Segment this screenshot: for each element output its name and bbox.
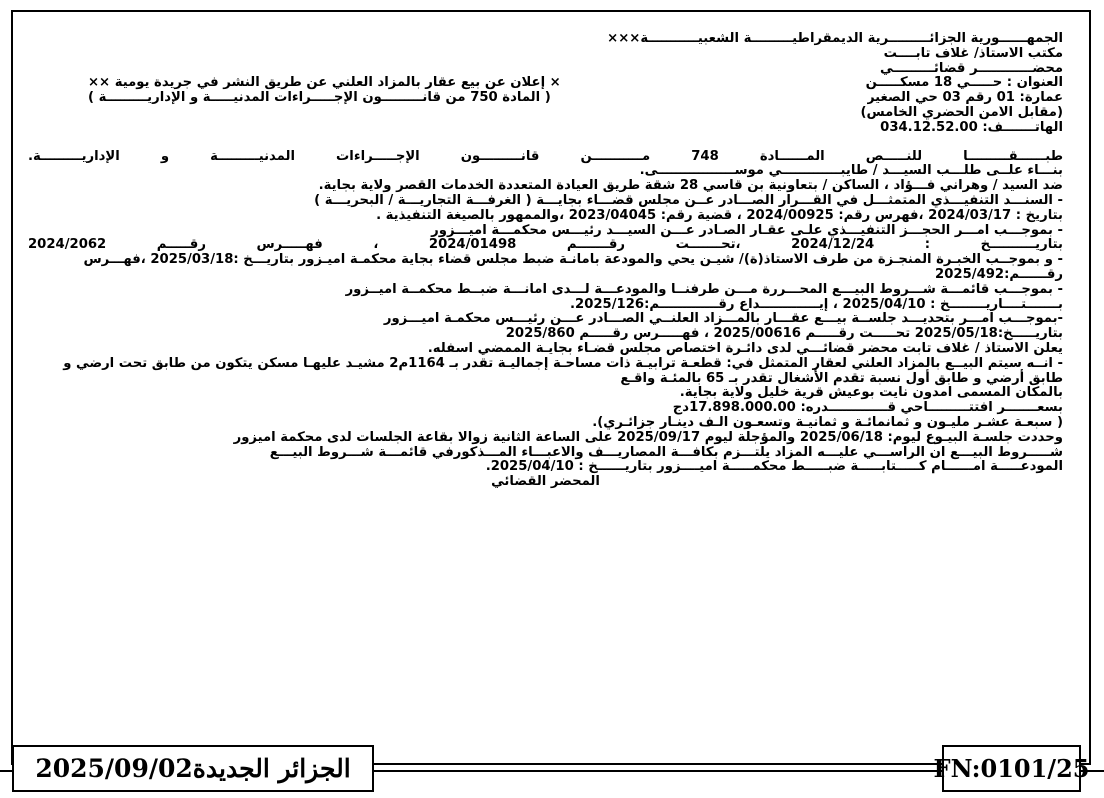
announcement-document: [28, 32, 1063, 490]
body-line: بنـــاء علــى طلـــب السيـــد / طايبـــــــــــــي موســـــــــــــــــى.: [639, 164, 1063, 179]
body-line: - بموجـــب قائمـــة شـــروط البيـــع المحـــررة مـــن طرفنــا والمودعـــة لـــدى أمانـــة ضبــط محكمــة أميــزور: [345, 282, 1063, 297]
newspaper-date-box: الجزائر الجديدة2025/09/02: [12, 745, 374, 792]
body-line: ( سبعـة عشـر مليـون و ثمانمائـة و ثمانيـة وتسعـون ألـف دينـار جزائـري).: [592, 415, 1063, 430]
bailiff-title: محضــــــــــــر قضائـــــــــي: [880, 61, 1063, 76]
announcement-article: ( المادة 750 من قانـــــــــون الإجـــــراءات المدنيـــــة و الإداريـــــــــة ): [88, 91, 551, 106]
signature-line: المحضر القضائي: [491, 475, 600, 490]
reference-number-box: FN:0101/25: [942, 745, 1081, 792]
body-line: - و بموجــب الخبـرة المنجـزة من طرف الأستاذ(ة)/ شيـن يحي والمودعة بأمانـة ضبط مجلس قضاء بجاية محكمـة أميـزور بتاريـــخ :2025/03/18 ،فهـــرس رقــــــم:2025/492: [83, 253, 1063, 282]
body-line: المودعـــــة أمــــــام كـــــتابـــــة ضبـــــط محكمـــــة أميــــزور بتاريــــــخ : 2025/04/10.: [485, 460, 1063, 475]
office-phone: الهاتـــــــف: 034.12.52.00: [880, 120, 1063, 135]
office-address: العنوان : حـــــي 18 مسكـــــن: [865, 76, 1063, 91]
body-line: يعلن الأستاذ / غلاف تابت محضر قضائـــي لدى دائـرة اختصاص مجلس قضـاء بجايـة الممضي أسفله.: [427, 341, 1063, 356]
body-line: بـــــــتــــاريــــــــخ : 2025/04/10 ، إيـــــــــــــداع رقـــــــــــــم:2025/126.: [570, 297, 1063, 312]
body-line: بالمكان المسمى أمدون نايت بوعيش قرية خليل ولاية بجاية.: [679, 386, 1063, 401]
body-line: بتاريــــــــــخ : 2024/12/24 ،تحـــــــت رقـــــــم 2024/01498 ، فهـــــرس رقـــــم 2024/2062: [28, 238, 1063, 253]
body-line: وحددت جلسـة البيـوع ليوم: 2025/06/18 والمؤجلة ليوم 2025/09/17 على الساعة الثانية زوالا بقاعة الجلسات لدى محكمة أميزور: [233, 430, 1063, 445]
body-line: -بموجـــب أمـــر بتحديـــد جلســة بيـــع عقـــار بالمـــزاد العلنــي الصـــادر عـــن رئيـــس محكمـة أميـــزور: [383, 312, 1063, 327]
office-landmark: (مقابل الأمن الحضري الخامس): [860, 105, 1063, 120]
body-line: - بموجـــب أمـــر الحجـــز التنفيـــذي علـى عقـار الصـادر عـــن السيـــد رئيـــس محكمـــة أميـــزور: [431, 223, 1063, 238]
announcement-title: × إعلان عن بيع عقار بالمزاد العلني عن طريق النشر في جريدة يومية ××: [88, 76, 561, 91]
body-line: شـــــروط البيـــع أن الراســـي عليـــه المزاد يلتـــزم بكافـــة المصاريـــف والأعبـــاء المـــذكورفي قائمـــة شـــروط البيـــع: [269, 445, 1063, 460]
body-line: بتاريخ : 2024/03/17 ،فهرس رقم: 2024/00925 ، قضية رقم: 2023/04045 ،والممهور بالصيغة التنفيذية .: [376, 208, 1063, 223]
body-line: ضد السيد / وهراني فـــؤاد ، الساكن / بتعاونية بن قاسي 28 شقة طريق العيادة المتعددة الخدمات القصر ولاية بجاية.: [318, 179, 1063, 194]
body-line: بتاريـــــخ:2025/05/18 تحـــــت رقـــــم 2025/00616 ، فهـــــرس رقـــــم 2025/860: [505, 327, 1063, 342]
body-line: - أنــه سيتم البيــع بالمزاد العلني لعقار المتمثل في: قطعـة ترابيـة ذات مساحـة إجماليـة تقدر بـ 1164م2 مشيـد عليهـا مسكن يتكون من طابق تحت أرضي و طابق أرضي و طابق أول نسبة تقدم الأشغال تقدر بـ 65 بالمئـة واقـع: [63, 356, 1063, 386]
office-name: مكتب الأستاذ/ غلاف تابــــت: [883, 46, 1063, 61]
body-line: - السنـــد التنفيـــذي المتمثـــل في القـــرار الصـــادر عــن مجلس قضـــاء بجايـــة ( الغرفـــة التجاريـــة / البحريـــة ): [314, 193, 1063, 208]
republic-title: الجمهــــــورية الجزائـــــــــرية الديمقراطيـــــــــة الشعبيـــــــــــة×××: [607, 32, 1063, 46]
office-building: عمارة: 01 رقم 03 حي الصغير: [866, 91, 1063, 106]
body-line: بسعـــــــر افتتـــــــــاحي قـــــــــــــدره: 17.898.000.00دج: [672, 401, 1063, 416]
body-line: طبــــــقـــــــــا للنـــــص المــــــادة 748 مـــــــــــن قانـــــــــون الإجـــــراءات المدنيـــــــــة و الإداريـــــــــة.: [28, 149, 1063, 164]
